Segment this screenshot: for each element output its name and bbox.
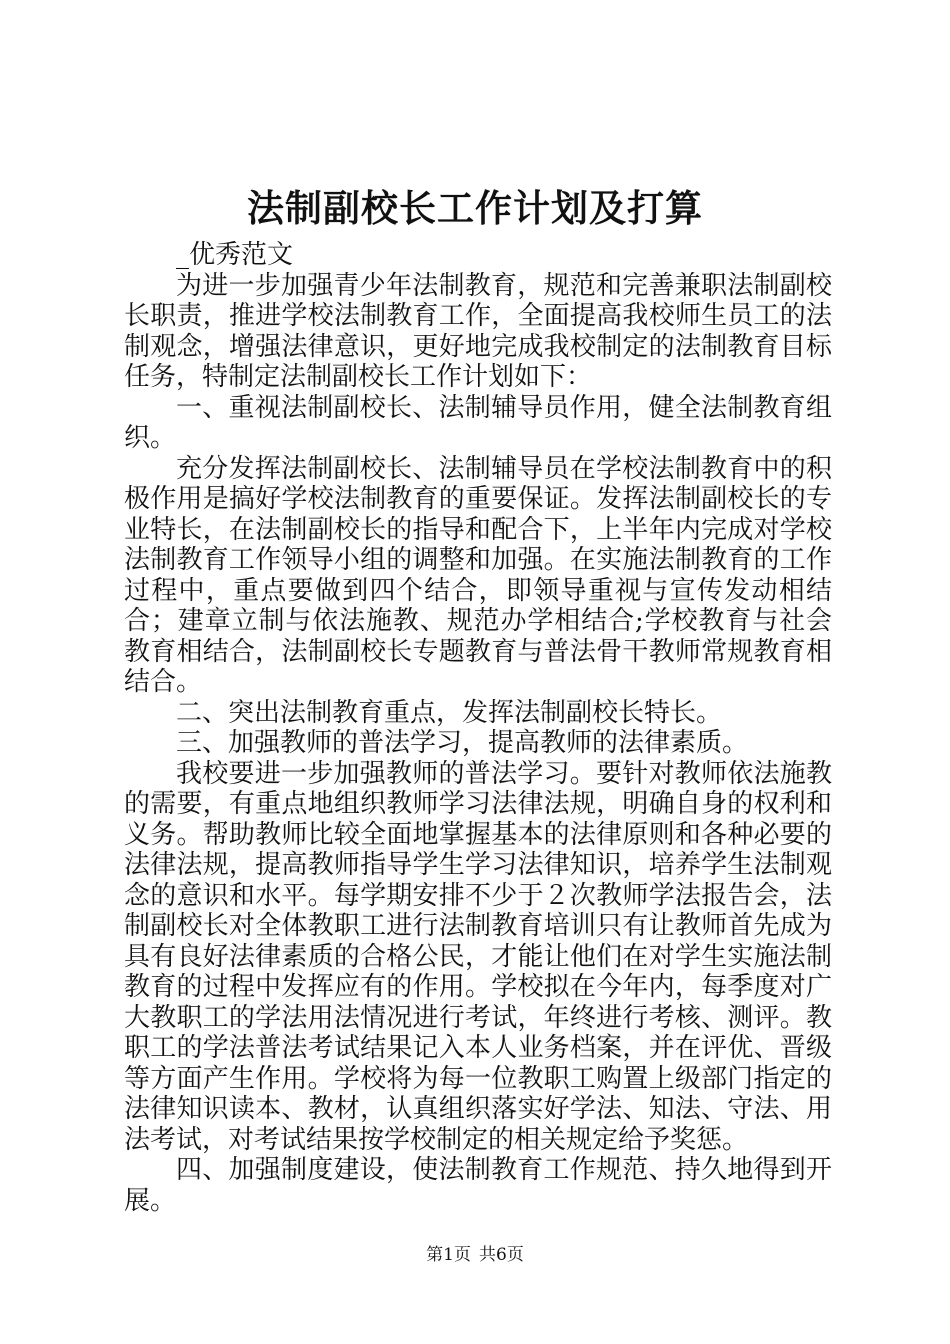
section-1-paragraph: 充分发挥法制副校长、法制辅导员在学校法制教育中的积极作用是搞好学校法制教育的重要保证。发挥法制副校长的专业特长，在法制副校长的指导和配合下，上半年内完成对学校法制教育工作领导小组的调整和加强。在实施法制教育的工作过程中，重点要做到四个结合，即领导重视与宣传发动相结合；建章立制与依法施教、规范办学相结合;学校教育与社会教育相结合，法制副校长专题教育与普法骨干教师常规教育相结合。: [124, 453, 832, 697]
section-heading-4: 四、加强制度建设，使法制教育工作规范、持久地得到开展。: [124, 1155, 832, 1216]
section-heading-1: 一、重视法制副校长、法制辅导员作用，健全法制教育组织。: [124, 392, 832, 453]
section-heading-2: 二、突出法制教育重点，发挥法制副校长特长。: [176, 697, 723, 728]
page-total: 共6页: [479, 1245, 524, 1265]
intro-paragraph: 为进一步加强青少年法制教育，规范和完善兼职法制副校长职责，推进学校法制教育工作，全面提高我校师生员工的法制观念，增强法律意识，更好地完成我校制定的法制教育目标任务，特制定法制副校长工作计划如下：: [124, 270, 832, 392]
document-body: [124, 240, 832, 1216]
document-title: 法制副校长工作计划及打算: [247, 186, 703, 230]
page-number: 第1页: [426, 1245, 471, 1265]
section-3-paragraph: 我校要进一步加强教师的普法学习。要针对教师依法施教的需要，有重点地组织教师学习法律法规，明确自身的权利和义务。帮助教师比较全面地掌握基本的法律原则和各种必要的法律法规，提高教师指导学生学习法律知识，培养学生法制观念的意识和水平。每学期安排不少于２次教师学法报告会，法制副校长对全体教职工进行法制教育培训只有让教师首先成为具有良好法律素质的合格公民，才能让他们在对学生实施法制教育的过程中发挥应有的作用。学校拟在今年内，每季度对广大教职工的学法用法情况进行考试，年终进行考核、测评。教职工的学法普法考试结果记入本人业务档案，并在评优、晋级等方面产生作用。学校将为每一位教职工购置上级部门指定的法律知识读本、教材，认真组织落实好学法、知法、守法、用法考试，对考试结果按学校制定的相关规定给予奖惩。: [124, 758, 832, 1155]
section-heading-3: 三、加强教师的普法学习，提高教师的法律素质。: [176, 728, 749, 758]
page-footer: [0, 1244, 950, 1266]
subtitle-line: _优秀范文: [176, 240, 294, 270]
